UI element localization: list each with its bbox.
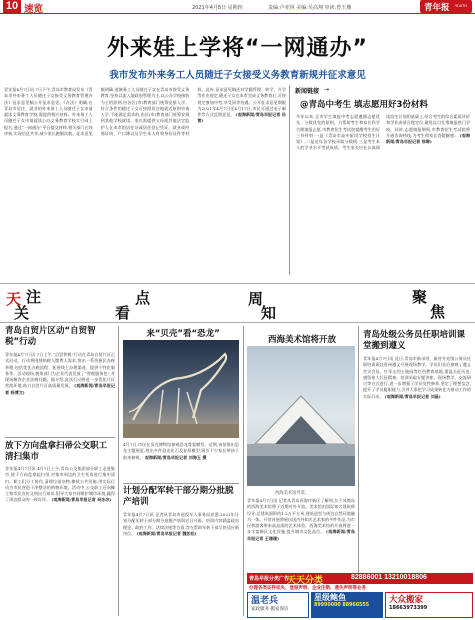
banner-char-7: 知 bbox=[261, 304, 277, 322]
story2-byline: (观海新闻/青岛早报记者 吴冰冰) bbox=[51, 497, 112, 503]
story5-byline: (观海新闻/青岛早报记者 王珊珊) bbox=[247, 529, 355, 541]
ad3-phone: 89990000 88966555 bbox=[314, 603, 370, 608]
story4-byline: (观海新闻/青岛早报记者 魏如松) bbox=[136, 530, 197, 536]
ad3-title: 星级鲍鱼 bbox=[314, 593, 346, 602]
banner-char-4: 看 bbox=[115, 304, 131, 322]
story1-byline: (观海新闻/青岛早报记者 杨博文) bbox=[5, 383, 115, 395]
story3-caption bbox=[123, 442, 239, 480]
sidebar-box bbox=[292, 83, 472, 279]
edition-date: 2021年4月8日 星期四 bbox=[192, 4, 243, 11]
brand-logo bbox=[420, 0, 472, 13]
story1-body-text: 青年报4月7日讯 7日上午,“自贸智税”行动在青岛自贸片区正式启动。行动将围绕纳税人缴费人需求,推出一系列便民办税举措,包括优化办税流程、拓展线上办理渠道、提供个性化服务等。活动现场,税务部门为企业代表发放了“智税服务包”,并现场解答企业涉税问题。据介绍,此次行动将进一步优化片区营商环境,助力自贸片区高质量发展。 bbox=[5, 352, 115, 389]
ad2-sub: 家政服务 搬家保洁 bbox=[251, 607, 289, 612]
brand-name: 青年报 bbox=[424, 3, 450, 13]
story5-body-text: 青年报4月7日讯 记者从青岛西海岸新区了解到,位于凤凰岛的西海美术馆将于近期对外开放。美术馆由国际知名建筑师设计,总建筑面积约1.2万平方米,建筑造型与周边自然环境融为一体。开馆首展将展出国内外知名艺术家的多件作品,为市民和游客带来高品质的艺术体验。西海美术馆的开放将进一步丰富新区文化设施,提升城市文化品位。 bbox=[247, 498, 355, 535]
editor-credits: 责编:卢亚林 美编:吴高翔 审读:曾玉珊 bbox=[268, 4, 352, 11]
column-divider-2 bbox=[243, 326, 244, 616]
page-number: 10 bbox=[3, 0, 21, 13]
ad1-line: 办理各类证件挂失、登报声明、企业注销、遗失声明等业务 bbox=[249, 586, 366, 591]
banner-char-9: 焦 bbox=[430, 303, 446, 321]
story4-headline: 计划分配军转干部分期分批脱产培训 bbox=[123, 486, 234, 507]
lead-body-text: 青年报4月7日讯 7日下午,青岛市教育局发布《青岛市外来务工人员随迁子女接受义务教育管理办法》征求意见稿公开征求意见。《办法》明确,在青岛市居住、就业的外来务工人员随迁子女申请就读义务教育学校,需提供相应材料。外来务工人员随迁子女申请就读公办义务教育学校实行网上报名,通过“一网通办”平台提交材料,相关部门在线审核,实现信息共享,减少家长跑腿次数。征求意见稿明确,进城务工人员随迁子女在青岛市接受义务教育,坚持以流入地政府管理为主,以公办学校接收为主的原则,由各区(市)教育部门统筹安排入学。符合条件的随迁子女可按照居住地就近原则申请入学,不能满足需求的,由区(市)教育部门统筹安排到其他学校就读。家长需提供父母或其他法定监护人在本市的居住证或居住登记凭证、就业或经商证明、户口簿以及学生本人有效身份证件等材料。此外,征求意见稿还对学籍管理、转学、升学等作出规定,随迁子女在本市完成义务教育后,可按规定参加中考,享受同等待遇。公开征求意见期限为2021年4月7日至4月17日,市民可通过电子邮件等方式反馈意见。 bbox=[4, 87, 286, 137]
sidebar-kicker-arrow-icon: → bbox=[324, 86, 330, 93]
story2-headline: 放下方向盘拿扫帚公交职工清扫集市 bbox=[5, 441, 108, 462]
sidebar-body bbox=[296, 114, 470, 274]
lead-subhead: 我市发布外来务工人员随迁子女接受义务教育新规并征求意见 bbox=[109, 70, 366, 81]
section-banner bbox=[0, 283, 475, 323]
dinosaur-photo bbox=[123, 340, 239, 438]
section-name: 速览 bbox=[24, 4, 44, 15]
sidebar-byline: (观海新闻/青岛早报记者 徐琳) bbox=[386, 132, 470, 145]
story1-headline: 青岛自贸片区动“自贸智税”行动 bbox=[5, 326, 96, 347]
story1-divider bbox=[5, 437, 115, 438]
story3-byline: 观海新闻/青岛早报记者 刘海玉 摄 bbox=[144, 454, 207, 460]
ad2-title: 温老兵 bbox=[251, 596, 279, 606]
column-divider-1 bbox=[118, 326, 119, 616]
page-header bbox=[0, 0, 475, 14]
story6-body bbox=[363, 356, 471, 496]
banner-char-2: 关 bbox=[14, 304, 30, 322]
story3-headline: 来“贝壳”看“恐龙” bbox=[146, 329, 220, 339]
story6-headline: 青岛处级公务员任职培训课堂搬到遵义 bbox=[363, 330, 466, 351]
banner-char-5: 点 bbox=[135, 289, 151, 307]
story4-body-text: 青年报4月7日讯 记者从青岛市退役军人事务局获悉,2021年计划分配军转干部分期分批脱产培训近日开班。培训内容涵盖政治理论、政府工作、法律法规等方面,旨在帮助军转干部尽快适应新岗位。 bbox=[123, 512, 239, 536]
story2-body-text: 青年报4月7日讯 4月7日上午,青岛公交集团部分职工走进集市,放下方向盘拿起扫帚,对集市周边的卫生死角进行集中清扫。职工们分工协作,清理垃圾杂物,擦拭公共设施,用实际行动为市民营造干净整洁的购物环境。活动中,公交职工还向摊主和市民宣传文明出行知识,倡导大家共同维护城市环境,赢得了周边群众的一致好评。 bbox=[5, 466, 115, 503]
lead-headline: 外来娃上学将“一网通办” bbox=[107, 36, 368, 61]
story5-caption: 西海美术馆外景。 bbox=[275, 491, 310, 496]
ad1-phone: 82886001 13210018806 bbox=[351, 574, 427, 581]
story5-headline: 西海美术馆将开放 bbox=[267, 335, 336, 345]
column-divider bbox=[289, 85, 290, 275]
ad1-main: 天天分类 bbox=[287, 576, 324, 586]
banner-char-3: 注 bbox=[26, 288, 42, 306]
ad1-title: 青岛早报分类广告 bbox=[249, 576, 290, 582]
brand-sub: YOUTH bbox=[455, 4, 468, 8]
banner-char-8: 聚 bbox=[412, 288, 428, 306]
ad-strip bbox=[247, 573, 473, 618]
banner-char-1: 天 bbox=[6, 290, 22, 308]
ad-header bbox=[247, 573, 473, 584]
dinosaur-skeleton-icon bbox=[123, 340, 239, 438]
story4-body bbox=[123, 512, 239, 616]
art-museum-photo bbox=[247, 346, 355, 486]
ad4-title: 大众搬家 bbox=[389, 595, 424, 605]
ad2-box bbox=[247, 592, 309, 618]
ad3-box bbox=[311, 592, 383, 618]
story3-divider bbox=[123, 483, 239, 484]
story6-byline: (观海新闻/青岛早报记者 刘晶) bbox=[384, 393, 441, 399]
story3-caption-text: 4月7日,市民在贝壳博物馆参观恐龙骨架模型。近期,该馆推出恐龙主题展览,展出多件恐龙化石及复原模型,吸引不少家长带孩子前来参观。 bbox=[123, 442, 239, 460]
banner-char-6: 周 bbox=[248, 290, 264, 308]
lead-body bbox=[4, 87, 286, 272]
museum-building-icon bbox=[247, 346, 355, 486]
sidebar-body-text: 多年以来,全市学生填报中考志愿遵循志愿优先、分数优先的原则。为帮助考生和家长科学合理填报志愿,市教育招生考试院提醒考生用好三份材料:一是《青岛市高中阶段学校招生计划》,二是近年各学校录取分数线,三是考生本人的学业水平考试成绩。考生家长应在认真阅读招生计划的基础上,结合考生的综合素质评价和学业成绩合理定位,避免盲目扎堆填报热门学校。同时,志愿填报期间,市教育招生考试院将开通咨询热线,为考生和家长答疑解惑。 bbox=[296, 114, 470, 151]
sidebar-kicker: 新闻链接 bbox=[295, 88, 320, 95]
story1-body bbox=[5, 352, 115, 434]
story2-body bbox=[5, 466, 115, 616]
ad4-box bbox=[385, 592, 473, 618]
story6-body-text: 青年报4月7日讯 近日,青岛市新录用、新晋升处级公务员任职培训班赴贵州遵义开展现场教学。学员们先后参观了遵义会议会址、红军山烈士陵园等红色教育基地,重温长征历史,感悟伟大长征精神。培训采取专题讲座、现场教学、交流研讨等方式进行,进一步增强了学员党性修养,坚定了理想信念,提升了学员履职能力,引导大家把学习成果转化为推动工作的实际行动。 bbox=[363, 356, 471, 399]
ad4-phone: 18663973399 bbox=[389, 605, 428, 611]
sidebar-headline: @青岛中考生 填志愿用好3份材料 bbox=[300, 100, 428, 110]
lead-byline: (观海新闻/青岛早报记者 孙雪) bbox=[197, 112, 286, 124]
